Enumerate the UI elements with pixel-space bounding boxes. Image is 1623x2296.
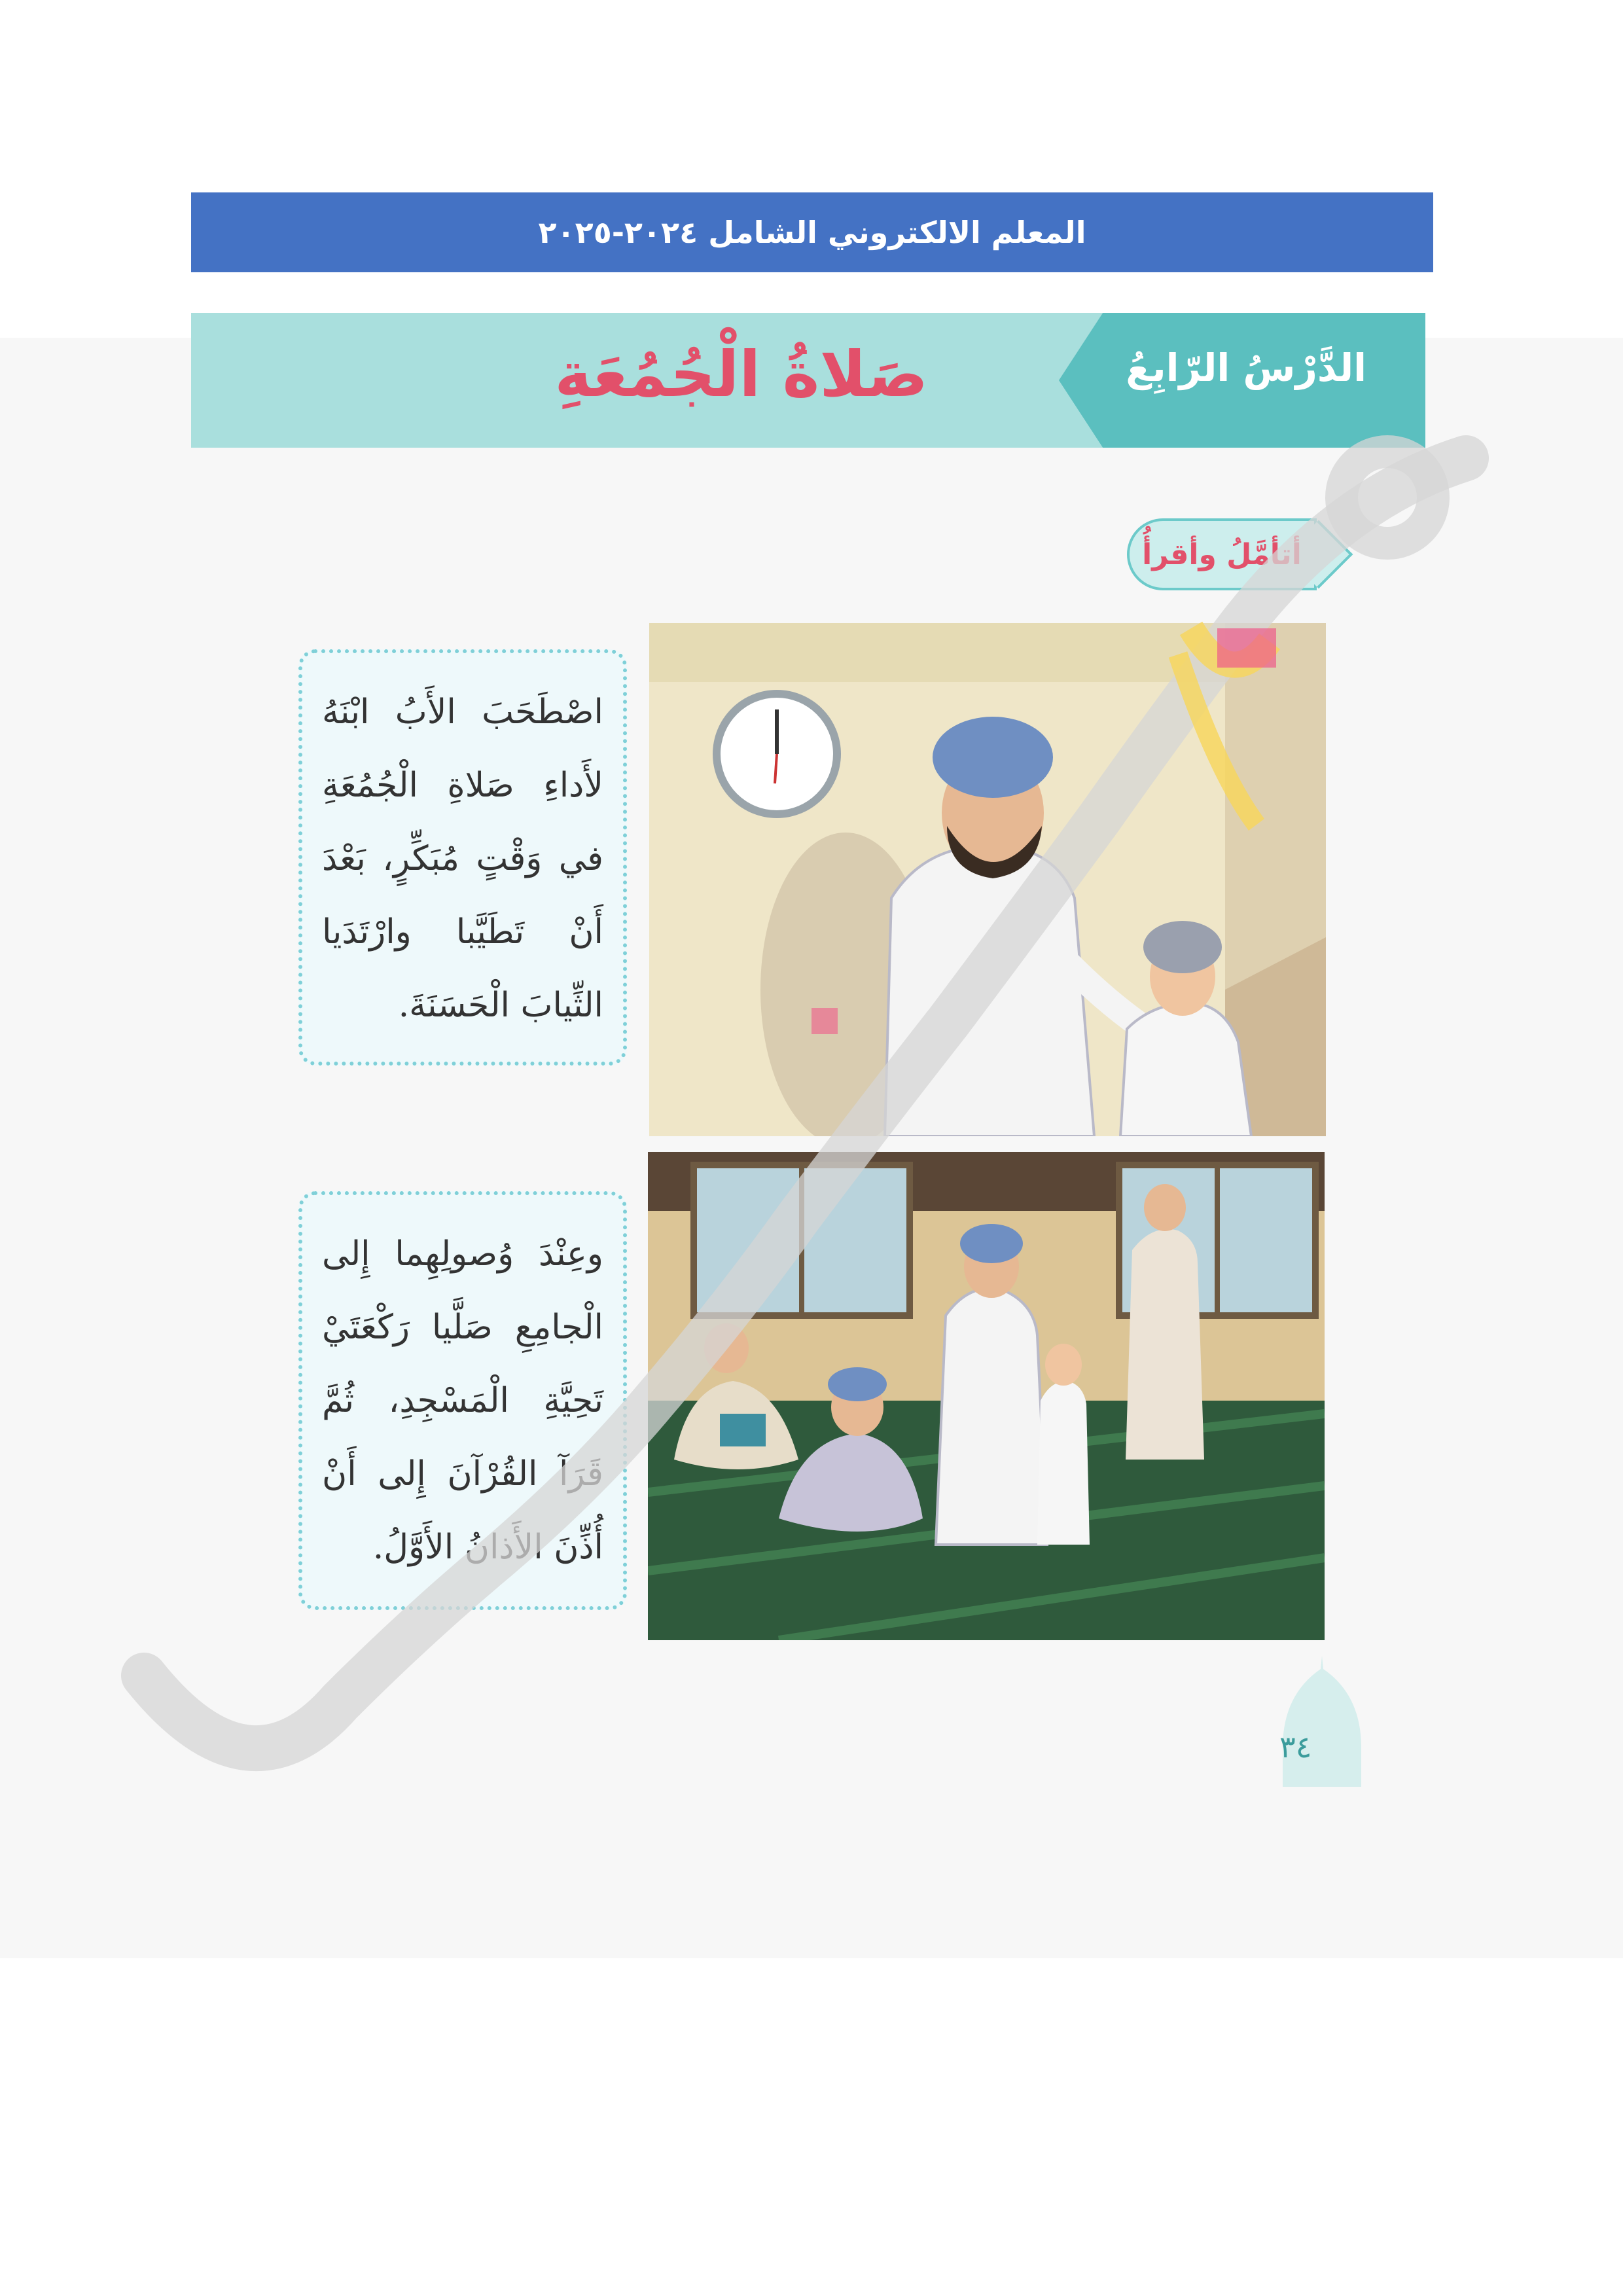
lesson-header <box>191 313 1425 448</box>
paragraph-1: اصْطَحَبَ الأَبُ ابْنَهُ لأَداءِ صَلاةِ الْجُمُعَةِ في وَقْتٍ مُبَكِّرٍ، بَعْدَ أَنْ تَطَيَّبا وارْتَدَيا الثِّيابَ الْحَسَنَةَ. <box>322 692 603 1025</box>
paragraph-box-2 <box>298 1191 627 1610</box>
page-area <box>0 338 1623 1958</box>
paragraph-box-1 <box>298 649 627 1066</box>
lesson-title: صَلاةُ الْجُمُعَةِ <box>554 338 928 411</box>
banner-text: المعلم الالكتروني الشامل ٢٠٢٤-٢٠٢٥ <box>538 215 1086 250</box>
page-number: ٣٤ <box>1279 1729 1312 1765</box>
illustration-father-son-home <box>649 623 1326 1136</box>
mosque-dome-icon <box>1276 1656 1368 1787</box>
section-label <box>1127 518 1317 590</box>
illustration-mosque <box>648 1152 1325 1640</box>
section-label-text: أتأمَّلُ وأقرأُ <box>1142 537 1302 571</box>
paragraph-2: وعِنْدَ وُصولِهِما إِلى الْجامِعِ صَلَّيا رَكْعَتَيْ تَحِيَّةِ الْمَسْجِدِ، ثُمَّ قَرَآ القُرْآنَ إِلى أَنْ أُذِّنَ الأَذانُ الأَوَّلُ. <box>322 1234 603 1567</box>
home-scene-image <box>649 623 1326 1136</box>
lesson-tag: الدَّرْسُ الرّابِعُ <box>1126 346 1366 390</box>
mosque-scene-image <box>648 1152 1325 1640</box>
top-banner <box>191 192 1433 272</box>
